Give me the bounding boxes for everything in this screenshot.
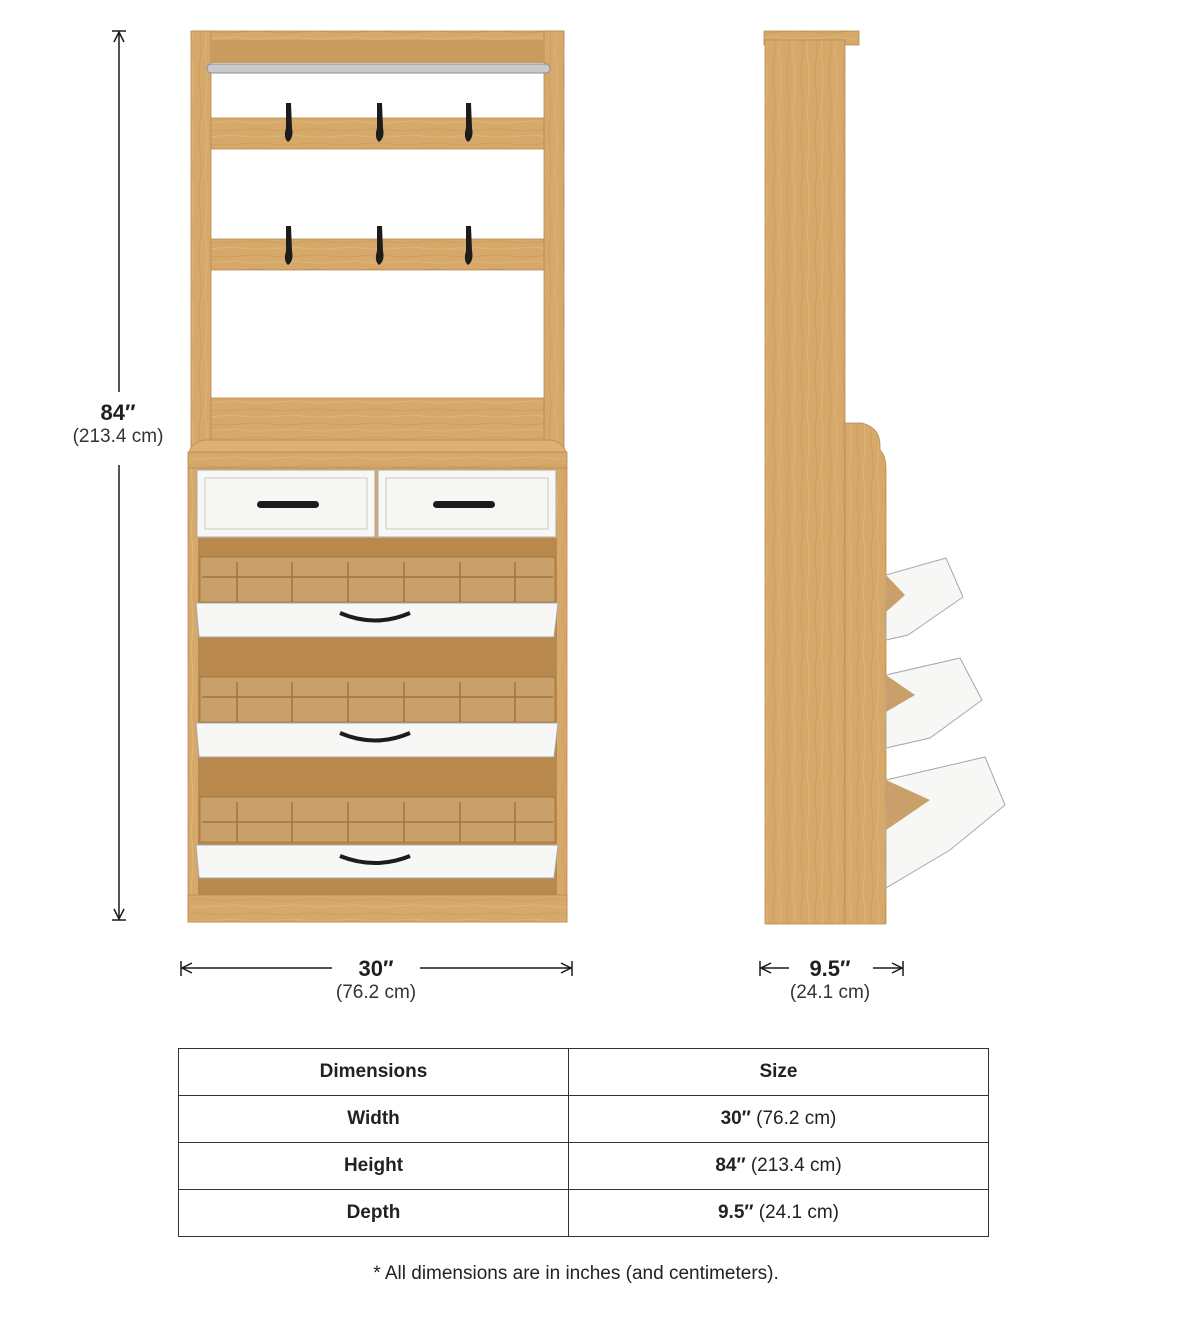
side-flip-door-2 [886,658,982,748]
table-row [179,1096,989,1143]
hutch-left-side [191,31,211,461]
side-flip-door-1 [886,558,963,640]
base-plinth [188,895,567,922]
width-value-cm: (76.2 cm) [335,982,417,1003]
value-cm: (213.4 cm) [750,1155,842,1176]
shoe-compartment-3 [196,797,558,878]
row-label-depth: Depth [179,1190,569,1237]
hanging-rod [207,64,550,73]
hutch-top-backboard [211,41,544,63]
front-view-cabinet [188,31,567,922]
depth-value: 9.5″ [809,956,851,981]
side-view-cabinet [764,31,1005,924]
drawer-handle-right [433,501,495,508]
side-lower-depth [845,423,886,924]
row-label-width: Width [179,1096,569,1143]
height-value-cm: (213.4 cm) [72,426,164,447]
shoe-compartment-2 [196,677,558,757]
dimensions-table [178,1048,989,1237]
value-inches: 84″ [715,1155,746,1176]
table-header-row [179,1049,989,1096]
drawer-handle-left [257,501,319,508]
height-dimension-line [112,31,126,920]
depth-label [770,956,890,1004]
hutch-top [191,31,564,41]
table-row [179,1190,989,1237]
shoe-compartment-1 [196,557,558,637]
row-value-depth [569,1190,989,1237]
side-flip-door-3 [886,757,1005,888]
width-label [316,956,436,1004]
depth-value-cm: (24.1 cm) [789,982,871,1003]
value-cm: (24.1 cm) [758,1202,840,1223]
table-row [179,1143,989,1190]
value-inches: 30″ [720,1108,751,1129]
table-header-dimensions: Dimensions [179,1049,569,1096]
row-value-height [569,1143,989,1190]
height-value: 84″ [100,400,136,425]
height-label [58,400,178,448]
row-label-height: Height [179,1143,569,1190]
row-value-width [569,1096,989,1143]
side-panel [765,40,845,924]
hutch-right-side [544,31,564,461]
value-cm: (76.2 cm) [756,1108,837,1129]
table-header-size: Size [569,1049,989,1096]
width-value: 30″ [358,956,394,981]
value-inches: 9.5″ [717,1202,754,1223]
footnote: * All dimensions are in inches (and centimeters). [373,1263,779,1284]
